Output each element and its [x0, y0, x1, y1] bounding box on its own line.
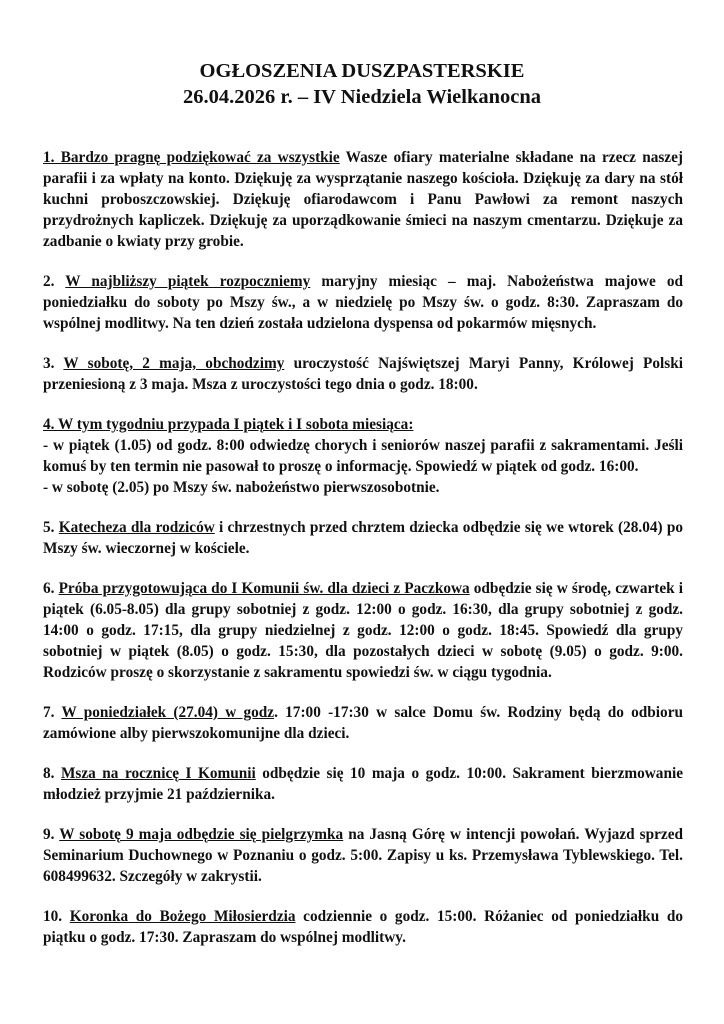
- announcements-list: [43, 147, 683, 967]
- announcement-heading: W sobotę 9 maja odbędzie się pielgrzymka: [59, 826, 344, 843]
- announcement-heading: Msza na rocznicę I Komunii: [60, 765, 256, 782]
- announcement-4: [43, 414, 683, 498]
- announcement-5: [43, 517, 683, 559]
- document-header: [0, 58, 724, 110]
- announcement-text: maryjny miesiąc – maj. Nabożeństwa majowe od poniedziałku do soboty po Mszy św., a w niedzielę po Mszy św. o godz. 8:30. Zapraszam do wspólnej modlitwy. Na ten dzień została udzielona dyspensa od pokarmów mięsnych.: [43, 273, 683, 332]
- announcement-heading: Katecheza dla rodziców: [58, 519, 215, 536]
- announcement-number: 2.: [43, 273, 66, 290]
- announcement-3: [43, 353, 683, 395]
- announcement-number: 5.: [43, 519, 59, 536]
- announcement-number: 9.: [43, 826, 60, 843]
- page-subtitle: 26.04.2026 r. – IV Niedziela Wielkanocna: [182, 86, 542, 108]
- announcement-number: 7.: [43, 704, 62, 721]
- announcement-heading: 4. W tym tygodniu przypada I piątek i I sobota miesiąca:: [43, 416, 414, 433]
- page-title: OGŁOSZENIA DUSZPASTERSKIE: [199, 60, 525, 82]
- announcement-text: codziennie o godz. 15:00. Różaniec od poniedziałku do piątku o godz. 17:30. Zapraszam do wspólnej modlitwy.: [43, 908, 683, 946]
- announcement-heading: W sobotę, 2 maja, obchodzimy: [63, 355, 285, 372]
- announcement-heading: W najbliższy piątek rozpoczniemy: [65, 273, 311, 290]
- announcement-number: 10.: [43, 908, 70, 925]
- announcement-number: 8.: [43, 765, 61, 782]
- announcement-number: 6.: [43, 580, 59, 597]
- announcement-heading: 1. Bardzo pragnę podziękować za wszystkie: [43, 149, 340, 166]
- announcement-9: [43, 824, 683, 887]
- announcement-10: [43, 906, 683, 948]
- announcement-heading: Próba przygotowująca do I Komunii św. dla dzieci z Paczkowa: [58, 580, 470, 597]
- announcement-text: i chrzestnych przed chrztem dziecka odbędzie się we wtorek (28.04) po Mszy św. wieczornej w kościele.: [43, 519, 683, 557]
- announcement-text: odbędzie się 10 maja o godz. 10:00. Sakrament bierzmowanie młodzież przyjmie 21 października.: [43, 765, 683, 803]
- announcement-6: [43, 578, 683, 683]
- announcement-1: [43, 147, 683, 252]
- announcement-text: uroczystość Najświętszej Maryi Panny, Królowej Polski przeniesioną z 3 maja. Msza z uroczystości tego dnia o godz. 18:00.: [43, 355, 683, 393]
- announcement-text: Wasze ofiary materialne składane na rzecz naszej parafii i za wpłaty na konto. Dziękuję za wysprzątanie naszego kościoła. Dziękuję za dary na stół kuchni proboszczowskiej. Dziękuję ofiarodawcom i Panu Pawłowi za remont naszych przydrożnych kapliczek. Dziękuję za uporządkowanie śmieci na naszym cmentarzu. Dziękuje za zadbanie o kwiaty przy grobie.: [43, 149, 683, 250]
- announcement-8: [43, 763, 683, 805]
- announcement-number: 3.: [43, 355, 64, 372]
- announcement-text: na Jasną Górę w intencji powołań. Wyjazd sprzed Seminarium Duchownego w Poznaniu o godz. 5:00. Zapisy u ks. Przemysława Tyblewskiego. Tel. 608499632. Szczegóły w zakrystii.: [43, 826, 683, 885]
- announcement-heading: W poniedziałek (27.04) w godz: [61, 704, 275, 721]
- announcement-line: - w sobotę (2.05) po Mszy św. nabożeństwo pierwszosobotnie.: [43, 479, 440, 496]
- announcement-text: odbędzie się w środę, czwartek i piątek (6.05-8.05) dla grupy sobotniej z godz. 12:00 o godz. 16:30, dla grupy sobotniej z godz. 14:00 o godz. 17:15, dla grupy niedzielnej z godz. 12:00 o godz. 18:45. Spowiedź dla grupy sobotniej w piątek (8.05) o godz. 15:30, dla pozostałych dzieci w sobotę (9.05) o godz. 9:00. Rodziców proszę o skorzystanie z sakramentu spowiedzi św. w ciągu tygodnia.: [43, 580, 683, 681]
- announcement-2: [43, 271, 683, 334]
- announcement-heading: Koronka do Bożego Miłosierdzia: [69, 908, 296, 925]
- announcement-line: - w piątek (1.05) od godz. 8:00 odwiedzę chorych i seniorów naszej parafii z sakramentami. Jeśli komuś by ten termin nie pasował to proszę o informację. Spowiedź w piątek od godz. 16:00.: [43, 437, 683, 475]
- announcement-7: [43, 702, 683, 744]
- announcement-text: . 17:00 -17:30 w salce Domu św. Rodziny będą do odbioru zamówione alby pierwszokomunijne dla dzieci.: [43, 704, 683, 742]
